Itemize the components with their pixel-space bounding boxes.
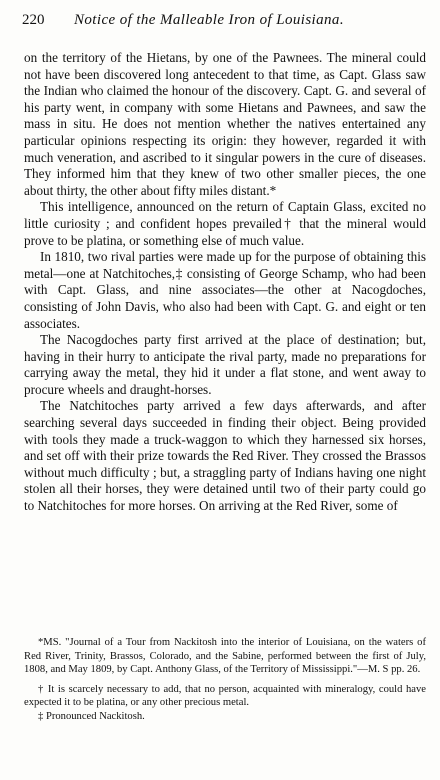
- paragraph: This intelligence, announced on the return of Captain Glass, excited no little curiosity ; and confident hopes prevailed† that the mineral would prove to be platina, or something else of much value.: [24, 199, 426, 248]
- paragraph: The Nacogdoches party first arrived at the place of destination; but, having in their hurry to anticipate the rival party, made no preparations for carrying away the metal, they hid it under a flat stone, and went away to procure wheels and draught-horses.: [24, 332, 426, 397]
- footnotes: [24, 636, 426, 724]
- body-text: [24, 50, 426, 515]
- paragraph: The Natchitoches party arrived a few days afterwards, and after searching several days succeeded in finding their object. Being provided with tools they made a truck-waggon to which they harnessed six horses, and set off with their prize towards the Red River. They crossed the Brassos without much difficulty ; but, a straggling party of Indians having one night stolen all their horses, they were detained until two of their party could go to Natchitoches for more horses. On arriving at the Red River, some of: [24, 398, 426, 514]
- footnote-dagger: † It is scarcely necessary to add, that no person, acquainted with mineralogy, could have expected it to be platina, or any other precious metal.: [24, 683, 426, 709]
- running-title: Notice of the Malleable Iron of Louisiana.: [74, 12, 344, 28]
- page-number: 220: [22, 12, 45, 28]
- paragraph: In 1810, two rival parties were made up for the purpose of obtaining this metal—one at Natchitoches,‡ consisting of George Schamp, who had been with Capt. Glass, and nine associates—the other at Nacogdoches, consisting of John Davis, who also had been with Capt. G. and eight or ten associates.: [24, 249, 426, 331]
- footnote-double-dagger: ‡ Pronounced Nackitosh.: [38, 710, 145, 722]
- page-header: [22, 12, 424, 32]
- paragraph-continued: on the territory of the Hietans, by one of the Pawnees. The mineral could not have been discovered long antecedent to that time, as Capt. Glass saw the Indian who claimed the honour of the discovery. Capt. G. and several of his party went, in company with some Hietans and Pawnees, and saw the mass in situ. He does not mention whether the natives entertained any particular opinions respecting its origin: they however, regarded it with much veneration, and ascribed to it singular powers in the cure of diseases. They informed him that they knew of two other smaller pieces, the one about thirty, the other about fifty miles distant.*: [24, 50, 426, 198]
- footnote-asterisk: *MS. "Journal of a Tour from Nackitosh into the interior of Louisiana, on the waters of Red River, Trinity, Brassos, Colorado, and the Sabine, performed between the first of July, 1808, and May 1809, by Capt. Anthony Glass, of the Territory of Mississippi."—M. S pp. 26.: [24, 637, 426, 676]
